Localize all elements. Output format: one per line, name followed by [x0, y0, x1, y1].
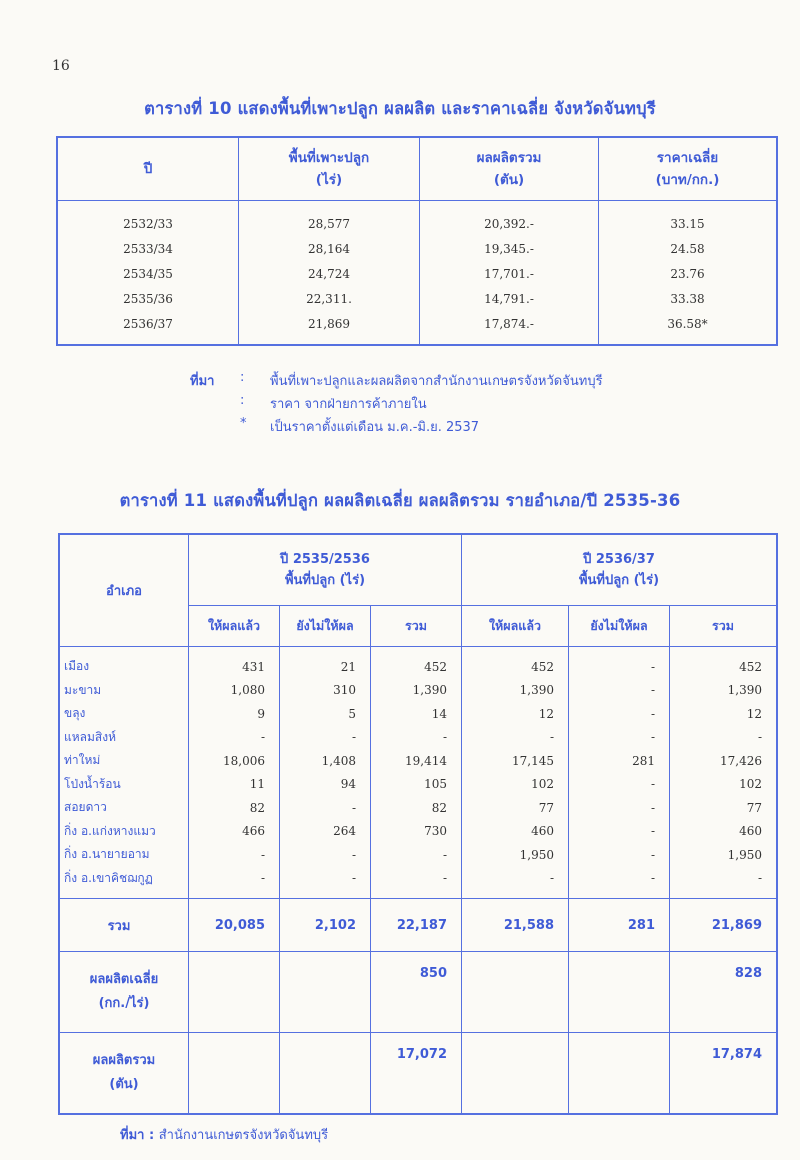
table11-cell: 19,414 [371, 749, 462, 773]
table10-cell: 2535/36 [123, 291, 173, 306]
avg-yield-value-2535: 850 [371, 952, 462, 1033]
table11-cell: - [371, 843, 462, 867]
table11-cell: - [280, 843, 371, 867]
table11-cell: 1,950 [670, 843, 778, 867]
note-text: เป็นราคาตั้งแต่เดือน ม.ค.-มิ.ย. 2537 [270, 420, 480, 435]
total-cell: 21,869 [670, 899, 778, 952]
table11-cell: - [569, 726, 670, 750]
table11-cell: 14 [371, 702, 462, 726]
table-row [59, 773, 777, 797]
table11-subheader: รวม [670, 606, 778, 647]
source-text: สำนักงานเกษตรจังหวัดจันทบุรี [158, 1128, 329, 1143]
table11-cell: - [280, 867, 371, 899]
table11-cell: - [569, 773, 670, 797]
district-name: สอยดาว [64, 800, 107, 815]
table11-cell: 460 [462, 820, 569, 844]
table11-group-header-row [59, 534, 777, 606]
table11-cell: 452 [462, 647, 569, 679]
table11-cell: - [569, 679, 670, 703]
total-label: รวม [59, 899, 189, 952]
table11-cell: 17,145 [462, 749, 569, 773]
table11-cell: 281 [569, 749, 670, 773]
table11-cell: 9 [189, 702, 280, 726]
table11-header-group-2536: ปี 2536/37 พื้นที่ปลูก (ไร่) [462, 534, 778, 606]
table11-cell: - [189, 726, 280, 750]
table11-title: ตารางที่ 11 แสดงพื้นที่ปลูก ผลผลิตเฉลี่ย ผลผลิตรวม รายอำเภอ/ปี 2535-36 [119, 491, 681, 510]
district-name: เมือง [64, 659, 90, 674]
table-row [59, 796, 777, 820]
table11-cell: - [189, 843, 280, 867]
table11-total-yield-row [59, 1033, 777, 1115]
table11-cell: 82 [189, 796, 280, 820]
total-cell: 22,187 [371, 899, 462, 952]
page-number: 16 [52, 58, 70, 74]
table11-cell: 730 [371, 820, 462, 844]
table11-cell: 11 [189, 773, 280, 797]
table-row [59, 843, 777, 867]
note-label: ที่มา [190, 374, 215, 389]
table11-cell: 102 [462, 773, 569, 797]
table11-cell: - [371, 726, 462, 750]
table11-header-group-2535: ปี 2535/2536 พื้นที่ปลูก (ไร่) [189, 534, 462, 606]
table11-cell: - [280, 726, 371, 750]
note-row [190, 370, 603, 393]
table11-cell: 102 [670, 773, 778, 797]
total-cell: 20,085 [189, 899, 280, 952]
table10-cell: 23.76 [599, 261, 778, 286]
table10-header-area: พื้นที่เพาะปลูก (ไร่) [239, 137, 420, 201]
district-name: โป่งน้ำร้อน [64, 776, 121, 791]
table11-cell: - [569, 843, 670, 867]
district-name: กิ่ง อ.เขาคิชฌกูฏ [64, 870, 153, 885]
district-name: มะขาม [64, 682, 102, 697]
table11-cell: 12 [462, 702, 569, 726]
table10-cell: 20,392.- [420, 201, 599, 237]
table10-cell: 36.58* [599, 311, 778, 345]
table11-cell: - [670, 867, 778, 899]
table-row [59, 702, 777, 726]
table11-cell: - [569, 796, 670, 820]
table-row [57, 261, 777, 286]
table10 [56, 136, 778, 346]
table11-subheader: ยังไม่ให้ผล [569, 606, 670, 647]
table-row [57, 286, 777, 311]
table11-cell: - [462, 726, 569, 750]
table-row [59, 867, 777, 899]
table11-cell: 310 [280, 679, 371, 703]
note-text: ราคา จากฝ่ายการค้าภายใน [270, 397, 427, 412]
table11-subheader: ให้ผลแล้ว [462, 606, 569, 647]
note-label [190, 393, 240, 416]
table10-cell: 17,701.- [420, 261, 599, 286]
table11-cell: - [280, 796, 371, 820]
empty-cell [189, 1033, 280, 1115]
district-name: แหลมสิงห์ [64, 729, 117, 744]
table11-cell: 77 [462, 796, 569, 820]
table11 [58, 533, 778, 1115]
table11-cell: 5 [280, 702, 371, 726]
table11-cell: 452 [670, 647, 778, 679]
table11-source [120, 1124, 328, 1145]
table11-cell: - [569, 820, 670, 844]
total-yield-value-2536: 17,874 [670, 1033, 778, 1115]
total-cell: 281 [569, 899, 670, 952]
empty-cell [280, 1033, 371, 1115]
table11-cell: 82 [371, 796, 462, 820]
district-name: กิ่ง อ.แก่งหางแมว [64, 823, 156, 838]
empty-cell [280, 952, 371, 1033]
table11-cell: 466 [189, 820, 280, 844]
table10-cell: 17,874.- [420, 311, 599, 345]
table-row [57, 201, 777, 237]
table10-title: ตารางที่ 10 แสดงพื้นที่เพาะปลูก ผลผลิต และราคาเฉลี่ย จังหวัดจันทบุรี [144, 99, 656, 118]
table10-cell: 2534/35 [123, 266, 173, 281]
table10-cell: 24.58 [599, 236, 778, 261]
table10-cell: 22,311. [239, 286, 420, 311]
table10-cell: 2533/34 [123, 241, 173, 256]
table10-cell: 14,791.- [420, 286, 599, 311]
table11-cell: - [371, 867, 462, 899]
table11-cell: 1,950 [462, 843, 569, 867]
table10-notes [190, 370, 603, 439]
table10-header-production: ผลผลิตรวม (ตัน) [420, 137, 599, 201]
table10-cell: 33.38 [599, 286, 778, 311]
table-row [59, 679, 777, 703]
table10-cell: 28,164 [239, 236, 420, 261]
table11-cell: 94 [280, 773, 371, 797]
table-row [59, 647, 777, 679]
table-row [59, 749, 777, 773]
table11-cell: 1,080 [189, 679, 280, 703]
table10-header-year: ปี [57, 137, 239, 201]
table11-total-row [59, 899, 777, 952]
empty-cell [569, 952, 670, 1033]
avg-yield-value-2536: 828 [670, 952, 778, 1033]
total-yield-label: ผลผลิตรวม (ตัน) [59, 1033, 189, 1115]
table11-header-district: อำเภอ [59, 534, 189, 647]
total-cell: 2,102 [280, 899, 371, 952]
table11-cell: - [569, 702, 670, 726]
note-row [190, 416, 603, 439]
table10-cell: 33.15 [599, 201, 778, 237]
table10-cell: 2532/33 [123, 216, 173, 231]
note-row [190, 393, 603, 416]
table10-cell: 2536/37 [123, 316, 173, 331]
source-label: ที่มา : [120, 1128, 155, 1143]
table11-cell: - [462, 867, 569, 899]
total-yield-value-2535: 17,072 [371, 1033, 462, 1115]
table11-cell: 1,408 [280, 749, 371, 773]
table10-header-row [57, 137, 777, 201]
table11-cell: 18,006 [189, 749, 280, 773]
table11-cell: - [569, 647, 670, 679]
table10-cell: 28,577 [239, 201, 420, 237]
table11-cell: 264 [280, 820, 371, 844]
table-row [59, 820, 777, 844]
table11-cell: 105 [371, 773, 462, 797]
table-row [57, 311, 777, 345]
table10-cell: 19,345.- [420, 236, 599, 261]
table-row [57, 236, 777, 261]
table11-cell: 431 [189, 647, 280, 679]
table11-cell: 1,390 [462, 679, 569, 703]
avg-yield-label: ผลผลิตเฉลี่ย (กก./ไร่) [59, 952, 189, 1033]
table10-cell: 21,869 [239, 311, 420, 345]
table11-cell: 1,390 [371, 679, 462, 703]
table11-cell: - [569, 867, 670, 899]
district-name: ท่าใหม่ [64, 753, 101, 768]
district-name: กิ่ง อ.นายายอาม [64, 847, 150, 862]
note-separator: : [240, 370, 245, 385]
empty-cell [462, 952, 569, 1033]
empty-cell [462, 1033, 569, 1115]
table11-cell: - [189, 867, 280, 899]
note-text: พื้นที่เพาะปลูกและผลผลิตจากสำนักงานเกษตรจังหวัดจันทบุรี [270, 374, 603, 389]
table11-avg-yield-row [59, 952, 777, 1033]
table11-cell: 1,390 [670, 679, 778, 703]
table11-subheader: ให้ผลแล้ว [189, 606, 280, 647]
table11-cell: 17,426 [670, 749, 778, 773]
empty-cell [569, 1033, 670, 1115]
note-label [190, 416, 240, 439]
total-cell: 21,588 [462, 899, 569, 952]
district-name: ขลุง [64, 706, 86, 721]
note-separator: * [240, 416, 247, 431]
table11-cell: 12 [670, 702, 778, 726]
table11-subheader: ยังไม่ให้ผล [280, 606, 371, 647]
table11-cell: 460 [670, 820, 778, 844]
table10-header-price: ราคาเฉลี่ย (บาท/กก.) [599, 137, 778, 201]
table11-cell: 452 [371, 647, 462, 679]
table11-cell: 77 [670, 796, 778, 820]
table11-cell: 21 [280, 647, 371, 679]
table-row [59, 726, 777, 750]
note-separator: : [240, 393, 245, 408]
table11-subheader: รวม [371, 606, 462, 647]
table10-cell: 24,724 [239, 261, 420, 286]
empty-cell [189, 952, 280, 1033]
table11-cell: - [670, 726, 778, 750]
